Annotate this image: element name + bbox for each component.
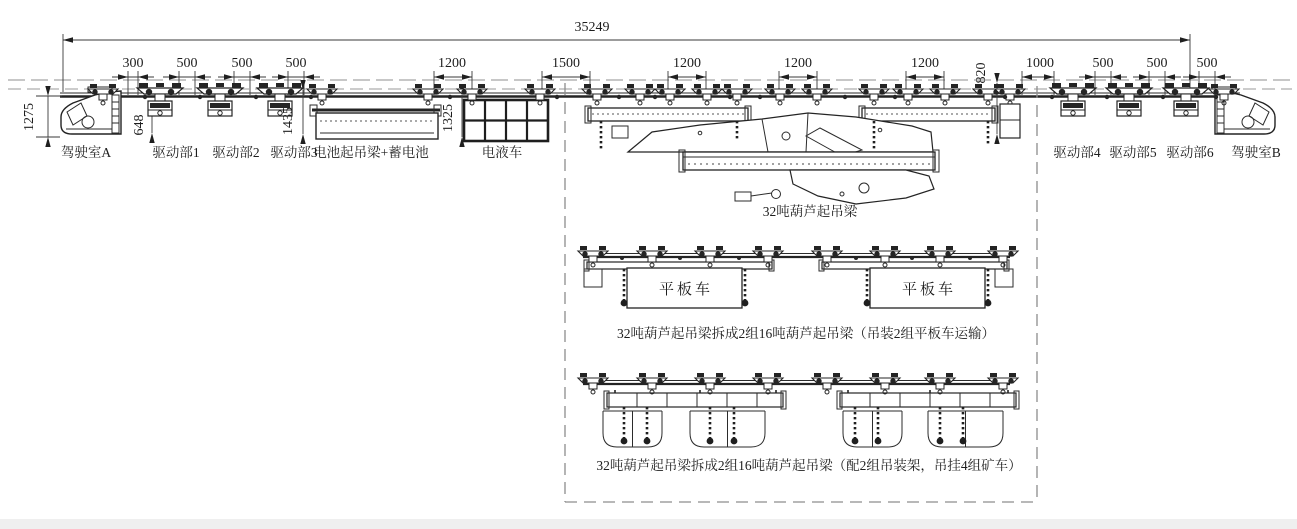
machine-tow-ring: [772, 190, 781, 199]
dim-top-10: 500: [1092, 56, 1114, 71]
label-drive-3: 驱动部3: [270, 145, 318, 160]
label-battery-beam: 电池起吊梁+蓄电池: [313, 145, 429, 160]
machine-tow-block: [735, 192, 751, 201]
label-flatcar-2: 平板车: [901, 282, 957, 298]
dim-top-4: 1200: [438, 56, 466, 71]
dim-top-0: 300: [122, 56, 144, 71]
label-drive-6: 驱动部6: [1166, 145, 1214, 160]
battery-box: [316, 113, 438, 139]
label-drive-1: 驱动部1: [152, 145, 200, 160]
dim-1435: 1435: [281, 107, 296, 135]
minecar-row: [583, 381, 1019, 448]
hoist-chain: [937, 407, 944, 444]
rail-trolley: [625, 84, 655, 105]
dim-top-8: 1200: [911, 56, 939, 71]
caption-flatcar-config: 32吨葫芦起吊梁拆成2组16吨葫芦起吊梁（吊装2组平板车运输）: [617, 326, 995, 341]
drive-unit: [137, 83, 183, 116]
dim-total: 35249: [574, 20, 610, 35]
drive-unit: [257, 83, 303, 116]
dim-1325: 1325: [441, 104, 456, 132]
rail-trolley: [413, 84, 443, 105]
hoist-chain: [852, 407, 859, 444]
battery-beam-unit: [310, 105, 441, 139]
machine-lower-unit: [790, 170, 934, 204]
hoist-chain: [731, 407, 738, 444]
hoist-chain: [621, 407, 628, 444]
drive-unit: [1106, 83, 1152, 116]
drive-unit: [1163, 83, 1209, 116]
label-ev-car: 电液车: [481, 145, 523, 160]
dim-top-12: 500: [1196, 56, 1218, 71]
label-cab-b: 驾驶室B: [1231, 145, 1281, 160]
hoist-chain: [644, 407, 651, 444]
drive-unit: [1050, 83, 1096, 116]
rail-trolley: [765, 84, 795, 105]
dimension-horizontal: [1022, 71, 1054, 95]
dim-820: 820: [974, 62, 989, 84]
machine-left-bracket: [612, 126, 628, 138]
rail-trolley: [995, 84, 1025, 105]
caption-minecar-config: 32吨葫芦起吊梁拆成2组16吨葫芦起吊梁（配2组吊装架，吊挂4组矿车）: [596, 458, 1022, 473]
rail-trolley: [307, 84, 337, 105]
row2-hoist-left: [584, 269, 602, 287]
rail-trolley: [859, 84, 889, 105]
rail-trolley: [930, 84, 960, 105]
rail-trolley: [893, 84, 923, 105]
dim-648: 648: [132, 114, 147, 136]
rail-trolley: [582, 84, 612, 105]
rail-trolley: [692, 84, 722, 105]
rail-trolley: [655, 84, 685, 105]
drive-unit: [197, 83, 243, 116]
page-edge-strip: [0, 519, 1297, 529]
label-flatcar-1: 平板车: [658, 282, 714, 298]
dim-top-7: 1200: [784, 56, 812, 71]
label-cab-a: 驾驶室A: [60, 145, 112, 160]
dim-1275: 1275: [22, 103, 37, 131]
machine-main-beam: [683, 152, 935, 170]
label-drive-5: 驱动部5: [1109, 145, 1157, 160]
label-beam-32t: 32吨葫芦起吊梁: [762, 204, 858, 219]
dim-top-1: 500: [176, 56, 198, 71]
dim-top-6: 1200: [673, 56, 701, 71]
dim-top-5: 1500: [552, 56, 580, 71]
label-drive-4: 驱动部4: [1053, 145, 1101, 160]
suspended-machine: [612, 113, 939, 204]
dim-top-3: 500: [285, 56, 307, 71]
dim-top-11: 500: [1146, 56, 1168, 71]
machine-tow-rod: [751, 193, 772, 196]
label-drive-2: 驱动部2: [212, 145, 260, 160]
dim-top-2: 500: [231, 56, 253, 71]
hoist-chain: [707, 407, 714, 444]
rail-trolley: [722, 84, 752, 105]
hoist-chain: [875, 407, 882, 444]
ev-car-unit: [464, 100, 548, 141]
dimension-vertical: [45, 86, 50, 147]
row2-hoist-right: [995, 269, 1013, 287]
dim-top-9: 1000: [1026, 56, 1054, 71]
